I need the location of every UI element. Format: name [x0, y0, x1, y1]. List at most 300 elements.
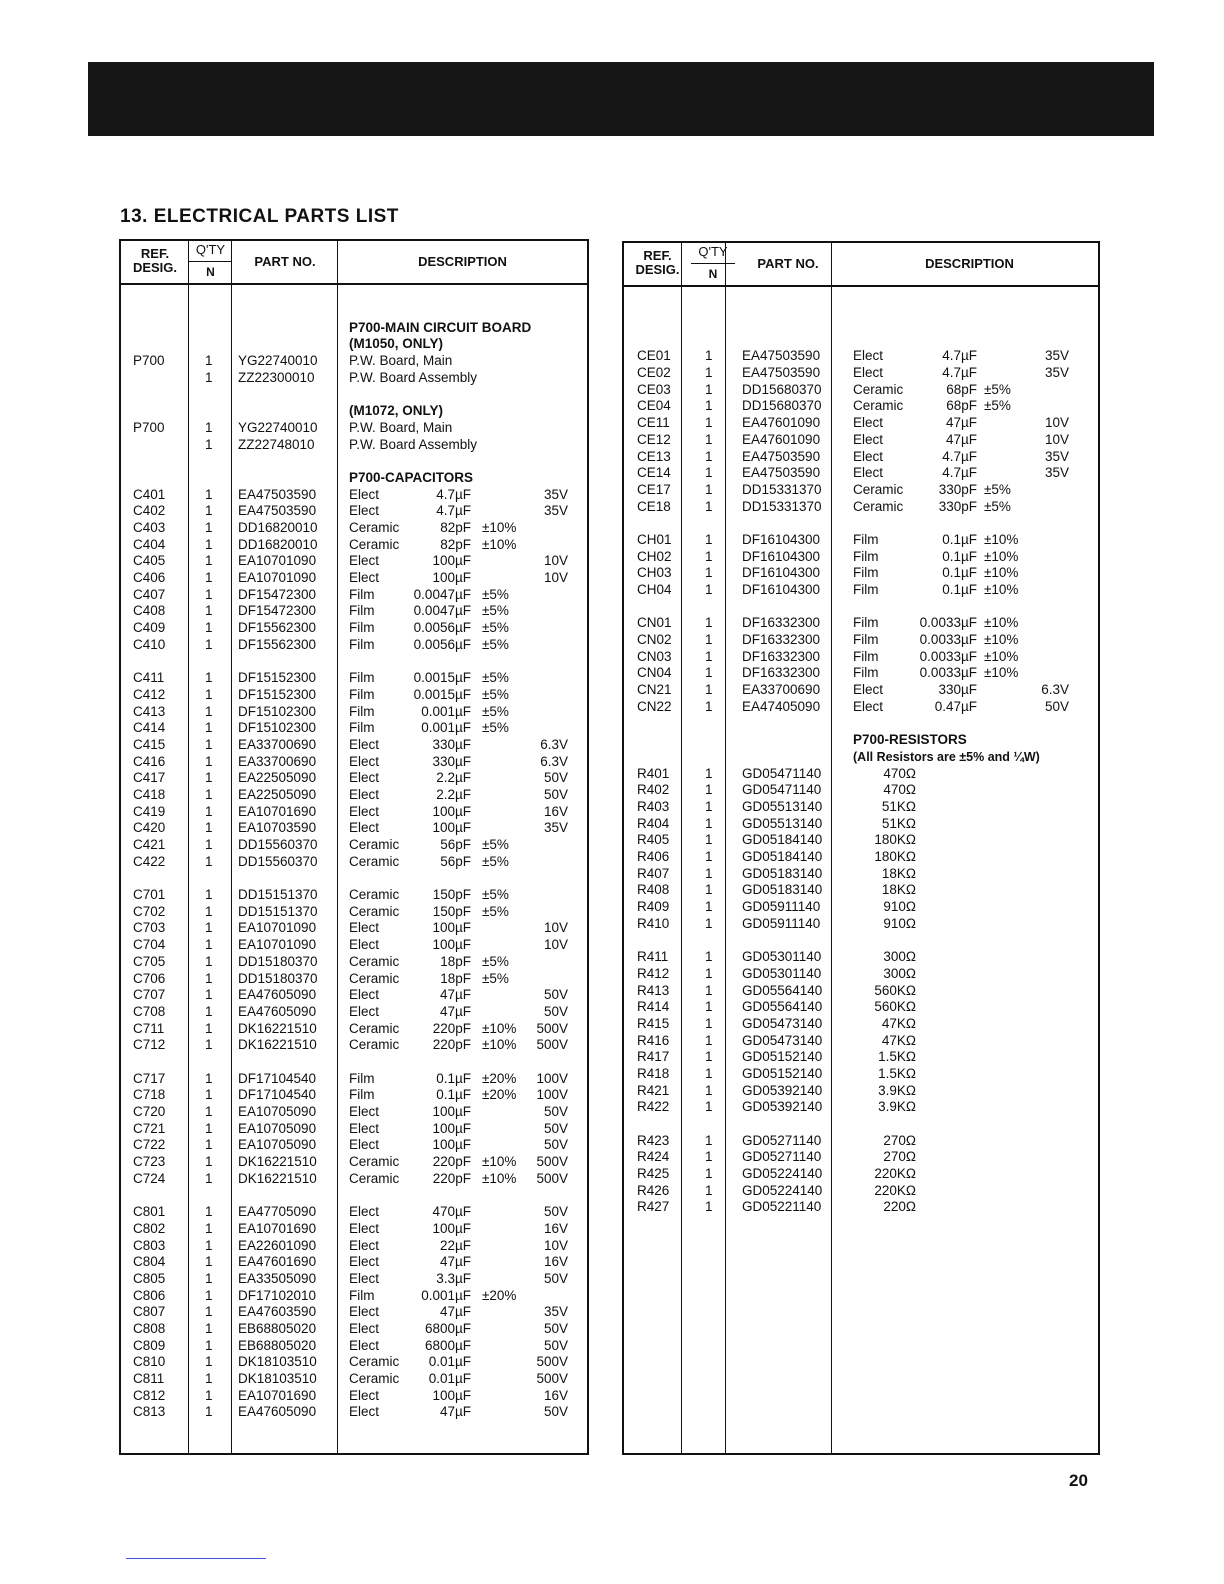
- part-no-cell: GD05301140: [742, 949, 822, 965]
- part-no-cell: EA10705090: [238, 1120, 317, 1136]
- value-cell: 100µF: [432, 937, 471, 953]
- tolerance-cell: ±5%: [482, 703, 509, 719]
- type-cell: Ceramic: [349, 536, 400, 552]
- value-cell: 51KΩ: [881, 815, 916, 831]
- ref-desig-cell: CE01: [637, 348, 671, 364]
- table-row: [121, 1004, 587, 1021]
- table-row: [121, 553, 587, 570]
- value-cell: 220pF: [432, 1020, 471, 1036]
- table-row: [121, 670, 587, 687]
- qty-cell: 1: [205, 1087, 213, 1103]
- type-cell: Film: [349, 686, 375, 702]
- part-no-cell: EA10705090: [238, 1137, 317, 1153]
- type-cell: Elect: [349, 1204, 380, 1220]
- ref-desig-cell: R425: [637, 1166, 670, 1182]
- ref-desig-cell: C809: [133, 1337, 166, 1353]
- table-row: [624, 849, 1098, 866]
- part-no-cell: EA10701090: [238, 937, 317, 953]
- table-row: [121, 437, 587, 454]
- table-row: [121, 503, 587, 520]
- part-no-cell: GD05271140: [742, 1149, 822, 1165]
- tolerance-cell: ±10%: [984, 548, 1019, 564]
- value-cell: 47KΩ: [881, 1015, 916, 1031]
- value-cell: 3.3µF: [436, 1270, 471, 1286]
- tolerance-cell: ±5%: [482, 953, 509, 969]
- value-cell: 18pF: [440, 970, 471, 986]
- table-row: [624, 983, 1098, 1000]
- description-header: DESCRIPTION: [418, 254, 507, 269]
- ref-desig-header: [121, 247, 189, 275]
- part-no-cell: DF16104300: [742, 565, 821, 581]
- value-cell: 47µF: [439, 1304, 471, 1320]
- table-row: [624, 1016, 1098, 1033]
- qty-cell: 1: [705, 431, 713, 447]
- qty-cell: 1: [705, 698, 713, 714]
- voltage-cell: 500V: [536, 1037, 568, 1053]
- table-row: [624, 699, 1098, 716]
- table-row: [121, 737, 587, 754]
- qty-cell: 1: [705, 1199, 713, 1215]
- part-no-cell: GD05221140: [742, 1199, 822, 1215]
- section-heading-text: P700-RESISTORS: [853, 732, 967, 748]
- voltage-cell: 10V: [543, 937, 568, 953]
- type-cell: Elect: [349, 1237, 380, 1253]
- part-no-cell: GD05911140: [742, 915, 821, 931]
- ref-desig-cell: CE12: [637, 431, 671, 447]
- qty-cell: 1: [705, 899, 713, 915]
- blank-row: [121, 870, 587, 887]
- qty-cell: 1: [205, 486, 213, 502]
- qty-cell: 1: [205, 1070, 213, 1086]
- qty-cell: 1: [705, 648, 713, 664]
- value-cell: 0.1µF: [942, 548, 977, 564]
- tolerance-cell: ±5%: [482, 887, 509, 903]
- value-cell: 0.01µF: [428, 1354, 471, 1370]
- voltage-cell: 50V: [543, 770, 568, 786]
- value-cell: 220Ω: [883, 1199, 916, 1215]
- qty-cell: 1: [705, 1132, 713, 1148]
- value-cell: 180KΩ: [874, 832, 916, 848]
- part-no-cell: EA47605090: [238, 987, 317, 1003]
- voltage-cell: 100V: [536, 1070, 568, 1086]
- part-no-cell: EB68805020: [238, 1320, 317, 1336]
- section-heading-text: P700-CAPACITORS: [349, 469, 474, 485]
- qty-cell: 1: [205, 803, 213, 819]
- parts-table-left: [119, 239, 589, 1455]
- ref-desig-cell: R403: [637, 798, 670, 814]
- value-cell: 18KΩ: [881, 882, 916, 898]
- value-cell: 220pF: [432, 1154, 471, 1170]
- qty-cell: 1: [205, 970, 213, 986]
- qty-cell: 1: [205, 953, 213, 969]
- qty-cell: 1: [705, 999, 713, 1015]
- description-cell: P.W. Board, Main: [349, 419, 453, 435]
- ref-desig-cell: R406: [637, 849, 670, 864]
- qty-cell: 1: [705, 398, 713, 414]
- part-no-cell: DK16221510: [238, 1170, 317, 1186]
- voltage-cell: 10V: [543, 920, 568, 936]
- voltage-cell: 35V: [1044, 465, 1069, 481]
- tolerance-cell: ±5%: [482, 853, 509, 869]
- value-cell: 0.1µF: [436, 1087, 471, 1103]
- value-cell: 300Ω: [883, 965, 916, 981]
- tolerance-cell: ±5%: [482, 603, 509, 619]
- table-row: [624, 348, 1098, 365]
- qty-cell: 1: [705, 815, 713, 831]
- part-no-cell: GD05564140: [742, 999, 823, 1015]
- voltage-cell: 6.3V: [540, 736, 568, 752]
- ref-desig-cell: R415: [637, 1015, 670, 1031]
- type-cell: Film: [853, 615, 879, 631]
- ref-desig-cell: R409: [637, 899, 670, 915]
- ref-desig-cell: C411: [133, 670, 165, 686]
- type-cell: Film: [853, 665, 879, 681]
- table-row: [624, 1099, 1098, 1116]
- ref-desig-cell: R417: [637, 1049, 670, 1065]
- section-heading: [624, 732, 1098, 749]
- qty-cell: 1: [705, 1149, 713, 1165]
- type-cell: Elect: [349, 1003, 380, 1019]
- part-no-cell: DF16104300: [742, 548, 821, 564]
- header-banner: [88, 62, 1154, 136]
- table-row: [121, 1288, 587, 1305]
- type-cell: Elect: [853, 365, 884, 381]
- table-row: [121, 1071, 587, 1088]
- ref-desig-cell: R404: [637, 815, 670, 831]
- value-cell: 3.9KΩ: [878, 1099, 916, 1115]
- blank-row: [624, 932, 1098, 949]
- value-cell: 4.7µF: [942, 465, 977, 481]
- table-row: [624, 465, 1098, 482]
- type-cell: Ceramic: [853, 481, 904, 497]
- qty-cell: 1: [705, 365, 713, 381]
- value-cell: 4.7µF: [942, 348, 977, 364]
- qty-cell: 1: [205, 519, 213, 535]
- voltage-cell: 16V: [543, 1254, 568, 1270]
- ref-desig-cell: CN03: [637, 648, 672, 664]
- voltage-cell: 50V: [543, 1137, 568, 1153]
- part-no-cell: EA47503590: [238, 486, 317, 502]
- voltage-cell: 500V: [536, 1354, 568, 1370]
- qty-cell: 1: [205, 436, 213, 452]
- qty-cell: 1: [205, 703, 213, 719]
- part-no-cell: ZZ22300010: [238, 369, 315, 385]
- qty-cell: 1: [205, 1003, 213, 1019]
- type-cell: Elect: [349, 937, 380, 953]
- tolerance-cell: ±5%: [482, 837, 509, 852]
- value-cell: 0.001µF: [421, 720, 471, 736]
- part-no-cell: EA33700690: [238, 753, 317, 769]
- ref-desig-cell: P700: [133, 353, 165, 369]
- ref-desig-cell: C408: [133, 603, 166, 619]
- type-cell: Ceramic: [349, 903, 400, 919]
- part-no-cell: EA47601690: [238, 1254, 317, 1270]
- value-cell: 560KΩ: [874, 982, 916, 998]
- page-title: 13. ELECTRICAL PARTS LIST: [120, 206, 399, 227]
- value-cell: 100µF: [432, 920, 471, 936]
- value-cell: 220KΩ: [874, 1182, 916, 1198]
- part-no-cell: DK16221510: [238, 1020, 317, 1036]
- ref-desig-cell: CE14: [637, 465, 671, 481]
- type-cell: Ceramic: [349, 1037, 400, 1053]
- table-row: [121, 1037, 587, 1054]
- value-cell: 56pF: [440, 853, 471, 869]
- tolerance-cell: ±5%: [984, 481, 1011, 497]
- ref-desig-cell: C712: [133, 1037, 166, 1053]
- qty-cell: 1: [705, 1182, 713, 1198]
- qty-cell: 1: [205, 1404, 213, 1420]
- tolerance-cell: ±5%: [482, 970, 509, 986]
- part-no-cell: DD15560370: [238, 853, 318, 869]
- value-cell: 47µF: [945, 415, 977, 431]
- value-cell: 2.2µF: [436, 770, 471, 786]
- part-no-cell: EA10701090: [238, 553, 317, 569]
- type-cell: Film: [349, 586, 375, 602]
- part-no-cell: EA33700690: [742, 682, 821, 698]
- voltage-cell: 6.3V: [1041, 682, 1069, 698]
- value-cell: 56pF: [440, 837, 471, 852]
- value-cell: 0.0056µF: [413, 620, 471, 636]
- table-row: [121, 620, 587, 637]
- ref-desig-cell: C421: [133, 837, 166, 852]
- ref-desig-cell: R411: [637, 949, 669, 965]
- type-cell: Ceramic: [853, 381, 904, 397]
- part-no-cell: EA47503590: [742, 348, 821, 364]
- table-row: [121, 904, 587, 921]
- table-row: [121, 920, 587, 937]
- ref-desig-cell: CE18: [637, 498, 671, 514]
- table-row: [121, 854, 587, 871]
- ref-desig-cell: C705: [133, 953, 166, 969]
- rows-left: [121, 303, 587, 1421]
- value-cell: 0.001µF: [421, 703, 471, 719]
- voltage-cell: 10V: [543, 553, 568, 569]
- ref-desig-cell: C813: [133, 1404, 166, 1420]
- part-no-cell: GD05473140: [742, 1032, 823, 1048]
- qty-cell: 1: [705, 882, 713, 898]
- part-no-cell: EA10701690: [238, 803, 317, 819]
- type-cell: Elect: [349, 920, 380, 936]
- part-no-header: PART NO.: [757, 256, 819, 271]
- tolerance-cell: ±5%: [482, 636, 509, 652]
- qty-cell: 1: [205, 570, 213, 585]
- qty-cell: 1: [705, 481, 713, 497]
- qty-cell: 1: [705, 949, 713, 965]
- table-header: [624, 243, 1098, 287]
- ref-desig-cell: C703: [133, 920, 166, 936]
- qty-cell: 1: [705, 632, 713, 648]
- value-cell: 910Ω: [883, 899, 916, 915]
- table-row: [121, 1271, 587, 1288]
- table-row: [624, 766, 1098, 783]
- value-cell: 100µF: [432, 1387, 471, 1403]
- value-cell: 0.1µF: [942, 531, 977, 547]
- tolerance-cell: ±10%: [482, 519, 517, 535]
- ref-desig-cell: CH04: [637, 582, 672, 597]
- table-row: [624, 1066, 1098, 1083]
- ref-desig-cell: CN01: [637, 615, 672, 631]
- table-row: [121, 1171, 587, 1188]
- part-no-cell: GD05564140: [742, 982, 823, 998]
- table-row: [121, 971, 587, 988]
- part-no-cell: DK16221510: [238, 1037, 317, 1053]
- ref-desig-cell: C810: [133, 1354, 166, 1370]
- value-cell: 6800µF: [424, 1320, 471, 1336]
- value-cell: 4.7µF: [436, 486, 471, 502]
- value-cell: 330µF: [432, 736, 471, 752]
- type-cell: Elect: [349, 786, 380, 802]
- type-cell: Film: [349, 1070, 375, 1086]
- blank-row: [624, 332, 1098, 349]
- qty-cell: 1: [705, 615, 713, 631]
- qty-cell: 1: [205, 503, 213, 519]
- ref-desig-cell: C404: [133, 536, 166, 552]
- table-row: [624, 532, 1098, 549]
- table-row: [624, 365, 1098, 382]
- tolerance-cell: ±10%: [482, 1154, 517, 1170]
- voltage-cell: 16V: [543, 1387, 568, 1403]
- ref-desig-cell: C803: [133, 1237, 166, 1253]
- part-no-cell: GD05271140: [742, 1132, 822, 1148]
- type-cell: Ceramic: [349, 1154, 400, 1170]
- type-cell: Film: [853, 548, 879, 564]
- ref-desig-cell: C711: [133, 1020, 165, 1036]
- ref-desig-cell: R401: [637, 765, 670, 781]
- ref-desig-cell: C410: [133, 636, 166, 652]
- qty-cell: 1: [205, 1254, 213, 1270]
- table-row: [121, 770, 587, 787]
- qty-cell: 1: [205, 670, 213, 686]
- value-cell: 180KΩ: [874, 849, 916, 864]
- voltage-cell: 500V: [536, 1154, 568, 1170]
- qty-cell: 1: [705, 682, 713, 698]
- part-no-cell: EA47601090: [742, 431, 821, 447]
- ref-desig-cell: C806: [133, 1287, 166, 1303]
- qty-cell: 1: [205, 1287, 213, 1303]
- blank-row: [121, 453, 587, 470]
- tolerance-cell: ±10%: [984, 632, 1019, 648]
- ref-desig-cell: C718: [133, 1087, 166, 1103]
- ref-desig-cell: R407: [637, 865, 670, 881]
- value-cell: 3.9KΩ: [878, 1082, 916, 1098]
- rows-right: [624, 315, 1098, 1216]
- value-cell: 0.1µF: [942, 565, 977, 581]
- type-cell: Elect: [349, 1387, 380, 1403]
- part-no-cell: GD05224140: [742, 1166, 823, 1182]
- table-row: [624, 649, 1098, 666]
- table-row: [624, 799, 1098, 816]
- qty-cell: 1: [205, 1304, 213, 1320]
- ref-desig-cell: CE13: [637, 448, 671, 464]
- type-cell: Elect: [349, 1404, 380, 1420]
- value-cell: 0.0033µF: [919, 665, 977, 681]
- qty-cell: 1: [205, 586, 213, 602]
- table-row: [121, 1338, 587, 1355]
- tolerance-cell: ±10%: [984, 615, 1019, 631]
- part-no-cell: DF15102300: [238, 703, 317, 719]
- qty-header: Q'TY: [195, 242, 226, 257]
- qty-cell: 1: [705, 865, 713, 881]
- ref-desig-cell: C417: [133, 770, 166, 786]
- ref-desig-cell: CE03: [637, 381, 671, 397]
- part-no-cell: EA10701090: [238, 570, 317, 585]
- part-no-cell: YG22740010: [238, 419, 318, 435]
- voltage-cell: 35V: [1044, 448, 1069, 464]
- value-cell: 300Ω: [883, 949, 916, 965]
- type-cell: Elect: [853, 698, 884, 714]
- value-cell: 51KΩ: [881, 798, 916, 814]
- voltage-cell: 50V: [543, 1270, 568, 1286]
- value-cell: 6800µF: [424, 1337, 471, 1353]
- part-no-cell: EA47503590: [742, 465, 821, 481]
- value-cell: 100µF: [432, 803, 471, 819]
- table-row: [624, 682, 1098, 699]
- part-no-cell: DK18103510: [238, 1371, 317, 1386]
- ref-desig-cell: CN22: [637, 698, 672, 714]
- table-row: [624, 382, 1098, 399]
- value-cell: 47µF: [439, 1254, 471, 1270]
- tolerance-cell: ±10%: [984, 648, 1019, 664]
- value-cell: 100µF: [432, 1120, 471, 1136]
- value-cell: 0.0033µF: [919, 648, 977, 664]
- table-row: [624, 632, 1098, 649]
- part-no-cell: GD05911140: [742, 899, 821, 915]
- qty-cell: 1: [205, 1220, 213, 1236]
- tolerance-cell: ±5%: [482, 686, 509, 702]
- description-cell: P.W. Board, Main: [349, 353, 453, 369]
- ref-desig-cell: R422: [637, 1099, 670, 1115]
- value-cell: 100µF: [432, 570, 471, 585]
- value-cell: 0.47µF: [934, 698, 977, 714]
- qty-cell: 1: [705, 798, 713, 814]
- description-cell: P.W. Board Assembly: [349, 436, 478, 452]
- qty-cell: 1: [705, 1065, 713, 1081]
- qty-cell: 1: [705, 348, 713, 364]
- qty-cell: 1: [205, 720, 213, 736]
- ref-desig-cell: C406: [133, 570, 166, 585]
- part-no-cell: DF15472300: [238, 603, 317, 619]
- type-cell: Film: [853, 565, 879, 581]
- table-row: [121, 887, 587, 904]
- tolerance-cell: ±10%: [984, 565, 1019, 581]
- value-cell: 18pF: [440, 953, 471, 969]
- part-no-cell: DF16332300: [742, 632, 821, 648]
- ref-desig-cell: C413: [133, 703, 166, 719]
- tolerance-cell: ±5%: [482, 586, 509, 602]
- part-no-cell: DF17104540: [238, 1087, 317, 1103]
- value-cell: 220pF: [432, 1037, 471, 1053]
- qty-cell: 1: [205, 553, 213, 569]
- ref-desig-cell: C805: [133, 1270, 166, 1286]
- type-cell: Elect: [349, 503, 380, 519]
- qty-cell: 1: [705, 415, 713, 431]
- value-cell: 82pF: [440, 519, 471, 535]
- part-no-cell: DF15152300: [238, 670, 317, 686]
- type-cell: Elect: [349, 1270, 380, 1286]
- value-cell: 47µF: [439, 1003, 471, 1019]
- ref-desig-cell: C402: [133, 503, 166, 519]
- part-no-cell: EA22505090: [238, 786, 317, 802]
- section-heading: [121, 336, 587, 353]
- value-cell: 330pF: [938, 481, 977, 497]
- ref-desig-cell: CN21: [637, 682, 672, 698]
- part-no-cell: GD05152140: [742, 1049, 823, 1065]
- qty-cell: 1: [705, 1099, 713, 1115]
- value-cell: 82pF: [440, 536, 471, 552]
- part-no-cell: EA10701690: [238, 1220, 317, 1236]
- table-row: [121, 1238, 587, 1255]
- table-row: [121, 1354, 587, 1371]
